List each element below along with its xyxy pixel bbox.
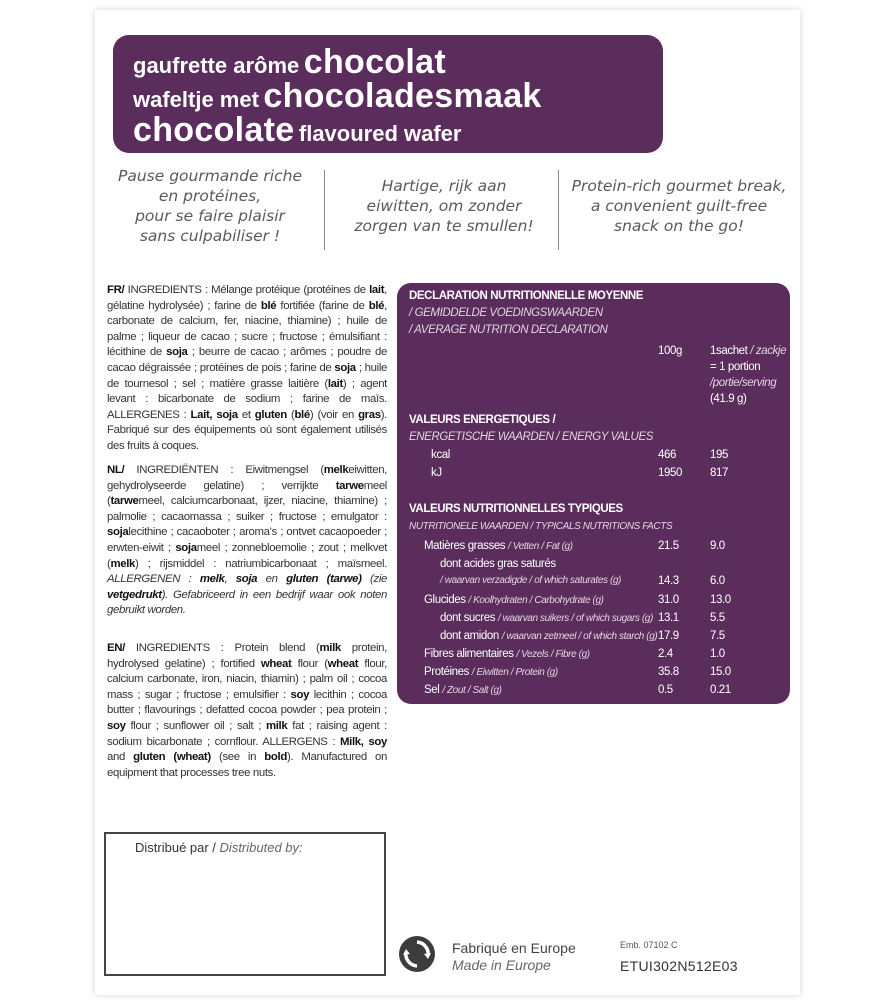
row-fibre: Fibres alimentaires / Vezels / Fibre (g) [424,648,590,660]
tagline-nl: Hartige, rijk aan eiwitten, om zonder zorgen van te smullen! [354,177,534,235]
made-in-fr: Fabriqué en Europe [452,940,576,956]
distributed-by-box [104,832,386,976]
nutrition-heading-nl: / GEMIDDELDE VOEDINGSWAARDEN [409,307,603,319]
divider [324,170,325,250]
product-code: ETUI302N512E03 [620,958,738,974]
tagline-fr: Pause gourmande riche en protéines, pour se faire plaisir sans culpabiliser ! [117,167,302,245]
ingredients-en: EN/ INGREDIENTS : Protein blend (milk protein, hydrolysed gelatine) ; fortified wheat flour (wheat flour, calcium carbonate, iron, niacin, thiamin) ; palm oil ; cocoa mass ; sugar ; fructose ; emulsifier : soy lecithin ; cocoa butter ; flavourings ; defatted cocoa powder ; pea protein ; soy flour ; sunflower oil ; salt ; milk fat ; raising agent : sodium bicarbonate ; cornflour. ALLERGENS : Milk, soy and gluten (wheat) (see in bold). Manufactured on equipment that processes tree nuts. [107,642,388,779]
row-carbs: Glucides / Koolhydraten / Carbohydrate (g) [424,594,604,606]
nutrition-heading-en: / AVERAGE NUTRITION DECLARATION [409,324,608,336]
row-salt: Sel / Zout / Salt (g) [424,684,502,696]
row-sugars: dont sucres / waarvan suikers / of which sugars (g) [440,612,653,624]
nutrition-heading: DECLARATION NUTRITIONNELLE MOYENNE [409,290,644,302]
row-protein: Protéines / Eiwitten / Protein (g) [424,666,558,678]
distributed-by-label: Distribué par / Distributed by: [135,840,303,855]
ingredients-nl: NL/ INGREDIËNTEN : Eiwitmengsel (melkeiwitten, gehydrolyseerde gelatine) ; verrijkte tarwemeel (tarwemeel, calciumcarbonaat, ijzer, niacine, thiamine) ; palmolie ; cacaomassa ; suiker ; fructose ; emulgator : sojalecithine ; cacaoboter ; aroma's ; ontvet cacaopoeder ; erwten-eiwit ; sojameel ; zonnebloemolie ; zout ; melkvet (melk) ; rijsmiddel : natriumbicarbonaat ; maïsmeel. ALLERGENEN : melk, soja en gluten (tarwe) (zie vetgedrukt). Gefabriceerd in een bedrijf waar ook noten gebruikt worden. [107,464,388,617]
title-en: chocolate flavoured wafer [133,111,462,149]
row-starch: dont amidon / waarvan zetmeel / of which starch (g) [440,630,658,642]
made-in-en: Made in Europe [452,957,551,973]
divider [558,170,559,250]
emb-code: Emb. 07102 C [620,940,678,950]
title-banner [113,35,663,153]
ingredients-fr: FR/ INGREDIENTS : Mélange protéique (protéines de lait, gélatine hydrolysée) ; farine de blé fortifiée (farine de blé, carbonate de calcium, fer, niacine, thiamine) ; huile de palme ; liqueur de cacao ; sucre ; fructose ; émulsifiant : lécithine de soja ; beurre de cacao ; arômes ; poudre de cacao dégraissée ; protéines de pois ; farine de soja ; huile de tournesol ; sel ; matière grasse laitière (lait) ; agent levant : bicarbonate de sodium ; farine de maïs. ALLERGENES : Lait, soja et gluten (blé) (voir en gras). Fabriqué sur des équipements où sont également utilisés des fruits à coques. [107,284,388,452]
row-fat: Matières grasses / Vetten / Fat (g) [424,540,573,552]
typical-heading: VALEURS NUTRITIONNELLES TYPIQUES [409,503,623,515]
tagline-en: Protein-rich gourmet break, a convenient guilt-free snack on the go! [571,177,787,235]
col-100g: 100g [658,345,682,357]
energy-heading: VALEURS ENERGETIQUES / [409,414,556,426]
nutrition-table: DECLARATION NUTRITIONNELLE MOYENNE / GEMIDDELDE VOEDINGSWAARDEN / AVERAGE NUTRITION DECLARATION 100g 1sachet / zackje = 1 portion /portie/serving (41.9 g) VALEURS ENERGETIQUES / ENERGETISCHE WAARDEN / ENERGY VALUES kcal 466 195 kJ 1950 817 VALEURS NUTRITIONNELLES TYPIQUES NUTRITIONELE WAARDEN / TYPICALS NUTRITIONS FACTS Matières grasses / Vetten / Fat (g) 21.5 9.0 dont acides gras saturés / waarvan verzadigde / of which saturates (g) 14.3 6.0 Glucides / Koolhydraten / Carbohydrate (g) 31.0 13.0 dont sucres / waarvan suikers / of which sugars (g) 13.1 5.5 dont amidon / waarvan zetmeel / of which starch (g) 17.9 7.5 Fibres alimentaires / Vezels / Fibre (g) 2.4 1.0 Protéines / Eiwitten / Protein (g) 35.8 15.0 Sel / Zout / Salt (g) 0.5 0.21 [397,283,790,704]
recycle-icon [398,935,436,978]
col-serving: 1sachet / zackje [710,345,787,357]
title-fr: gaufrette arôme chocolat [133,43,446,81]
title-nl: wafeltje met chocoladesmaak [133,77,542,115]
